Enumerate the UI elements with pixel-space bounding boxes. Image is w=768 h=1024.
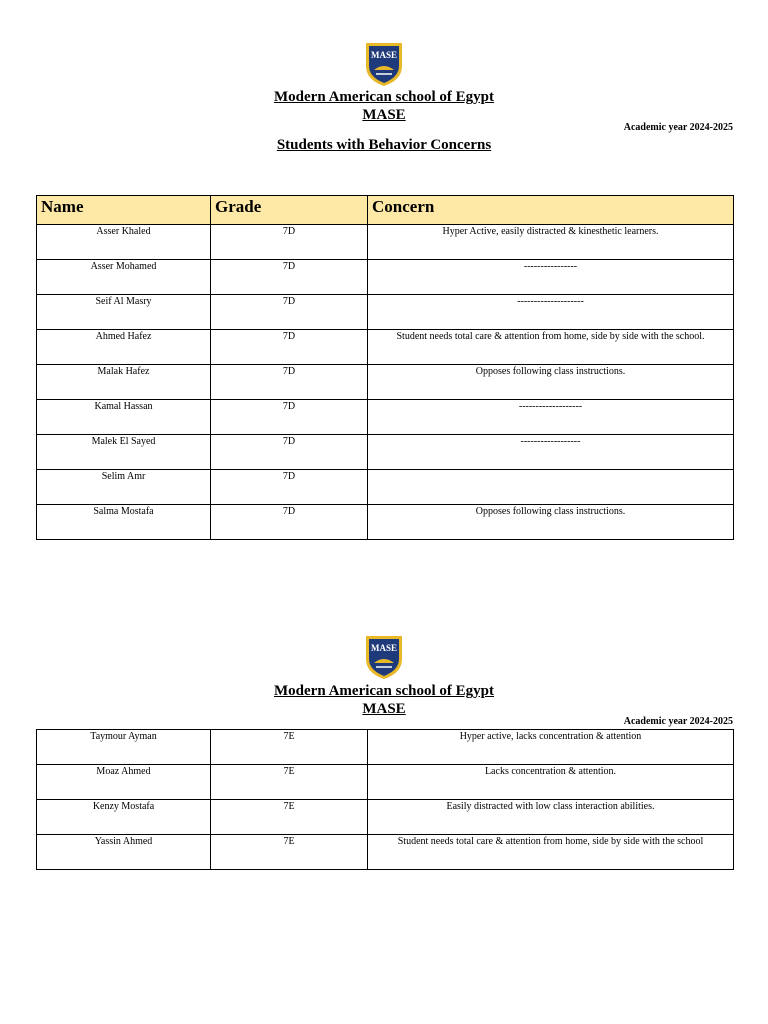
header-name: Name: [37, 196, 211, 225]
student-grade: 7E: [211, 730, 368, 765]
table-row: [37, 435, 734, 470]
academic-year: Academic year 2024-2025: [623, 122, 733, 133]
table-row: [37, 835, 734, 870]
mase-shield-icon: [362, 40, 406, 88]
table-header-row: [37, 196, 734, 225]
student-concern: Lacks concentration & attention.: [368, 765, 734, 800]
student-grade: 7D: [211, 295, 368, 330]
student-concern: Opposes following class instructions.: [368, 505, 734, 540]
student-name: Ahmed Hafez: [37, 330, 211, 365]
table-row: [37, 225, 734, 260]
student-grade: 7D: [211, 260, 368, 295]
student-grade: 7D: [211, 435, 368, 470]
table-row: [37, 260, 734, 295]
table-row: [37, 800, 734, 835]
table-row: [37, 505, 734, 540]
student-concern: ----------------: [368, 260, 734, 295]
svg-text:MASE: MASE: [370, 50, 398, 60]
student-concern: -------------------: [368, 400, 734, 435]
table-row: [37, 365, 734, 400]
student-name: Kamal Hassan: [37, 400, 211, 435]
students-table-7d: [36, 195, 734, 540]
academic-year: Academic year 2024-2025: [623, 716, 733, 727]
student-name: Salma Mostafa: [37, 505, 211, 540]
student-name: Malek El Sayed: [37, 435, 211, 470]
student-grade: 7D: [211, 330, 368, 365]
students-table-7e: [36, 729, 734, 870]
school-name: Modern American school of Egypt: [274, 683, 494, 699]
student-concern: Hyper active, lacks concentration & attention: [368, 730, 734, 765]
student-grade: 7E: [211, 835, 368, 870]
student-name: Asser Mohamed: [37, 260, 211, 295]
school-logo: [362, 633, 406, 681]
student-name: Selim Amr: [37, 470, 211, 505]
student-name: Moaz Ahmed: [37, 765, 211, 800]
student-grade: 7D: [211, 365, 368, 400]
student-name: Seif Al Masry: [37, 295, 211, 330]
student-name: Taymour Ayman: [37, 730, 211, 765]
student-concern: Hyper Active, easily distracted & kinesthetic learners.: [368, 225, 734, 260]
student-concern: Student needs total care & attention from home, side by side with the school.: [368, 330, 734, 365]
header-concern: Concern: [368, 196, 734, 225]
table-row: [37, 730, 734, 765]
school-name: Modern American school of Egypt: [274, 89, 494, 105]
school-abbrev: MASE: [362, 701, 406, 717]
school-abbrev: MASE: [362, 107, 406, 123]
student-concern: Opposes following class instructions.: [368, 365, 734, 400]
student-concern: ------------------: [368, 435, 734, 470]
student-grade: 7D: [211, 225, 368, 260]
svg-text:MASE: MASE: [370, 643, 398, 653]
student-name: Yassin Ahmed: [37, 835, 211, 870]
student-name: Asser Khaled: [37, 225, 211, 260]
student-concern: Student needs total care & attention from home, side by side with the school: [368, 835, 734, 870]
table-row: [37, 765, 734, 800]
table-row: [37, 330, 734, 365]
mase-shield-icon: [362, 633, 406, 681]
student-concern: Easily distracted with low class interaction abilities.: [368, 800, 734, 835]
student-grade: 7D: [211, 400, 368, 435]
student-name: Malak Hafez: [37, 365, 211, 400]
header-grade: Grade: [211, 196, 368, 225]
school-logo: [362, 40, 406, 88]
student-grade: 7E: [211, 800, 368, 835]
student-grade: 7D: [211, 470, 368, 505]
student-grade: 7E: [211, 765, 368, 800]
table-row: [37, 400, 734, 435]
student-name: Kenzy Mostafa: [37, 800, 211, 835]
page-subtitle: Students with Behavior Concerns: [276, 137, 492, 153]
table-row: [37, 295, 734, 330]
student-concern: --------------------: [368, 295, 734, 330]
student-concern: [368, 470, 734, 505]
table-row: [37, 470, 734, 505]
student-grade: 7D: [211, 505, 368, 540]
